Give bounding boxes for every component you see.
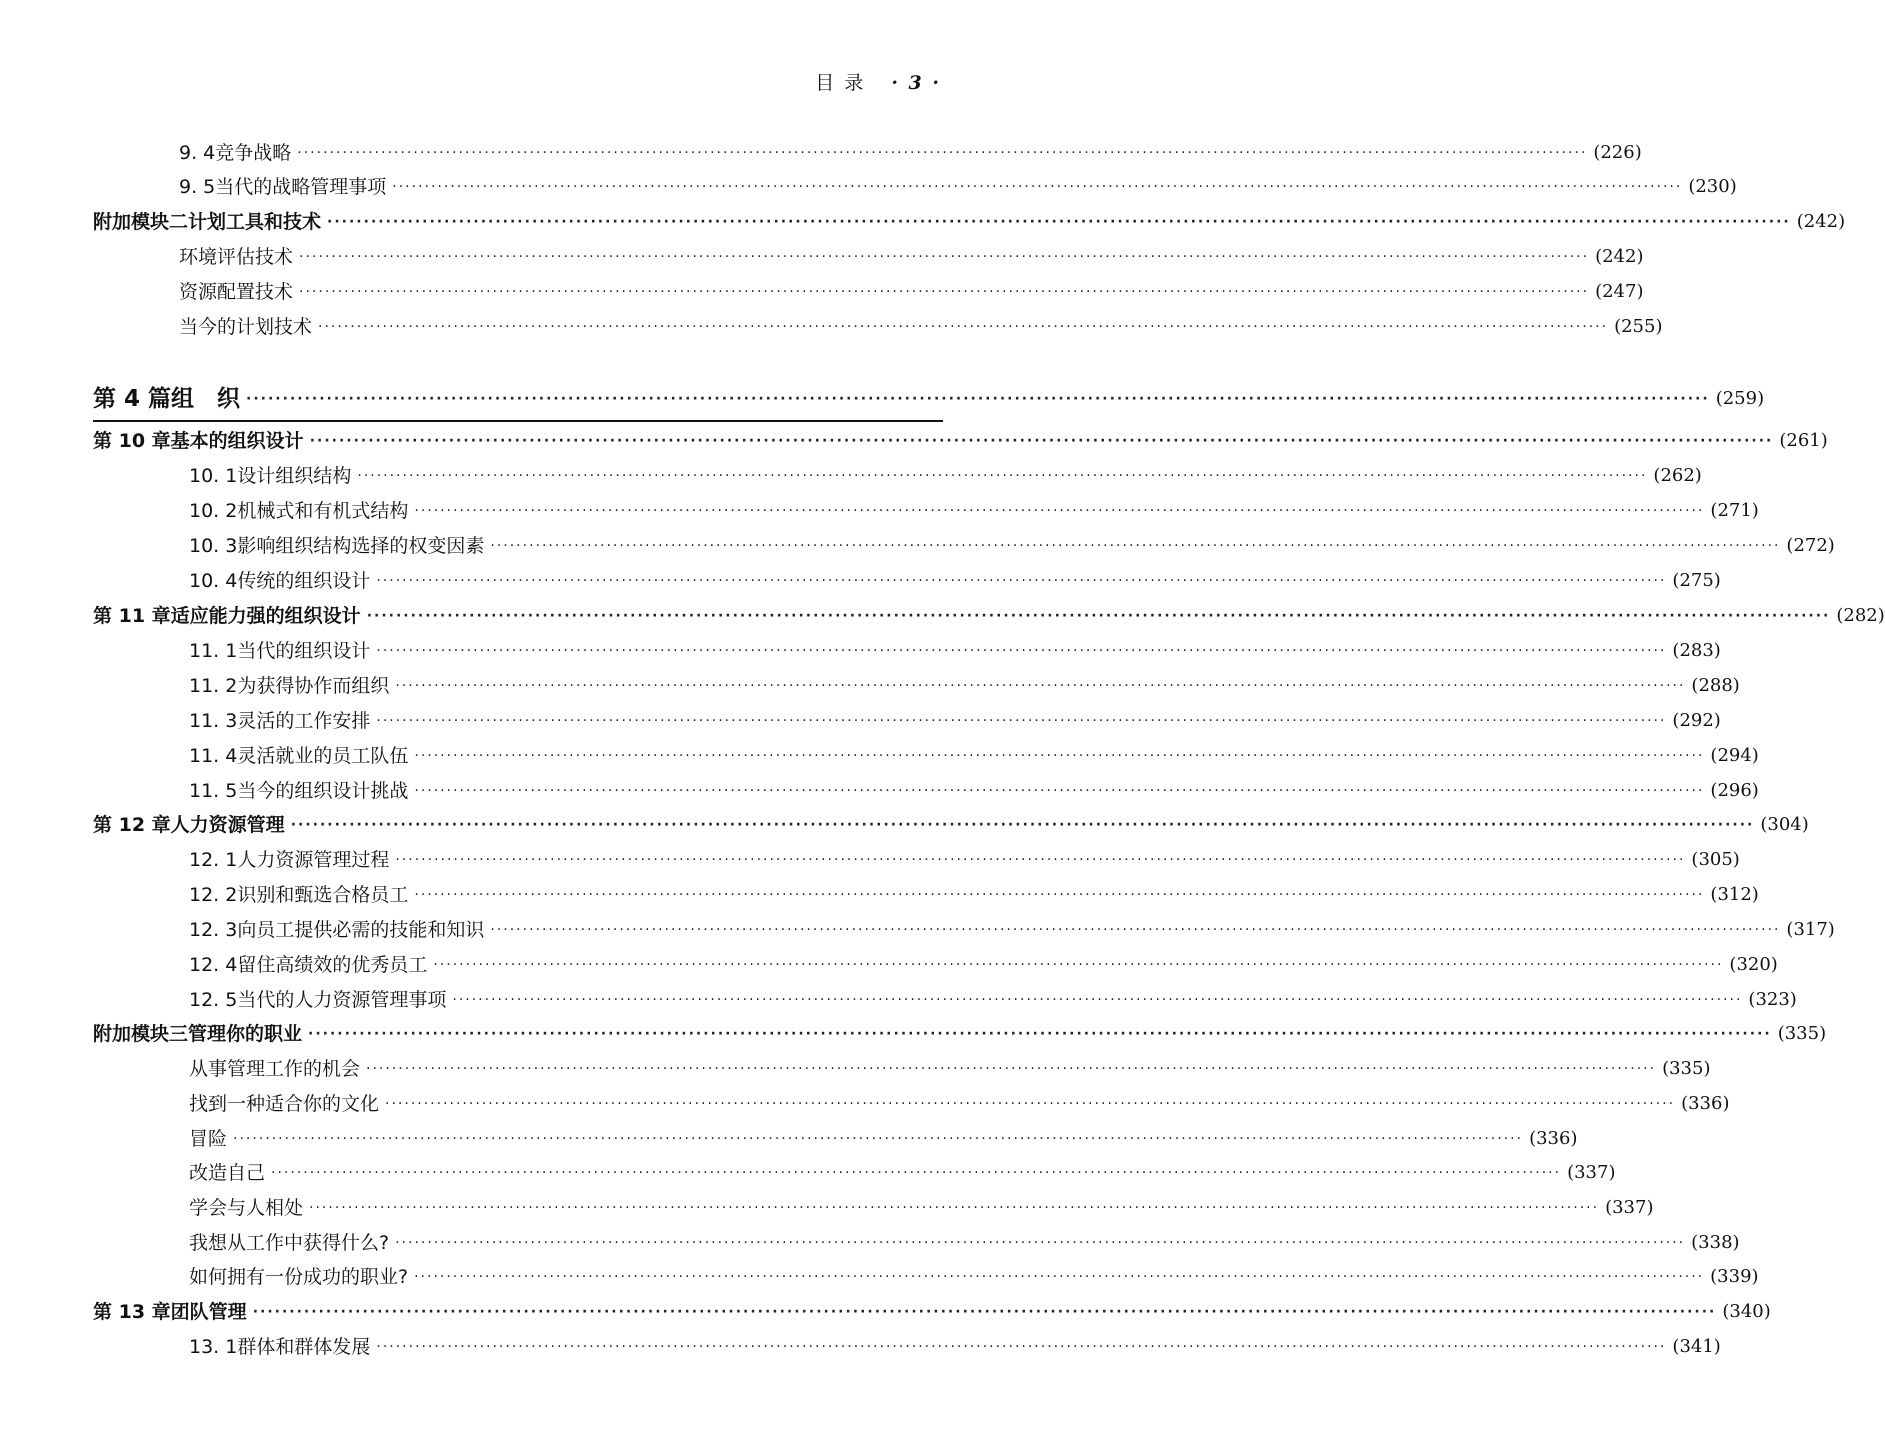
toc-page-number: (320) (1729, 954, 1778, 975)
toc-leader-dots: ········································································································································································································ (414, 1269, 1705, 1285)
toc-entry-row (93, 1262, 1759, 1292)
toc-page-number: (312) (1710, 884, 1759, 905)
toc-page-number: (317) (1786, 919, 1835, 940)
toc-page-number: (336) (1681, 1093, 1730, 1114)
toc-entry-row (93, 1089, 1730, 1119)
toc-entry-number: 10. 3 (189, 535, 238, 557)
toc-page-number: (242) (1595, 246, 1644, 267)
toc-leader-dots: ········································································································································································································ (376, 1339, 1667, 1355)
toc-entry-title: 基本的组织设计 (170, 430, 304, 452)
toc-leader-dots: ········································································································································································································ (385, 1096, 1676, 1112)
toc-page-number: (294) (1710, 745, 1759, 766)
toc-page-number: (336) (1529, 1128, 1578, 1149)
toc-entry-number: 12. 1 (189, 849, 238, 871)
toc-part-row (93, 384, 1765, 414)
toc-entry-row (93, 671, 1740, 701)
toc-entry-number: 11. 1 (189, 640, 238, 662)
toc-page-number: (271) (1710, 500, 1759, 521)
toc-entry-title: 灵活就业的员工队伍 (237, 745, 409, 767)
toc-entry-row (93, 915, 1835, 945)
toc-entry-title: 找到一种适合你的文化 (189, 1093, 380, 1115)
toc-page-number: (323) (1748, 989, 1797, 1010)
toc-entry-number: 12. 5 (189, 989, 238, 1011)
toc-entry-title: 留住高绩效的优秀员工 (237, 954, 428, 976)
toc-chapter-row (93, 601, 1885, 631)
toc-page-number: (335) (1662, 1058, 1711, 1079)
header-page-number: · 3 · (891, 72, 941, 94)
toc-entry-title: 当代的人力资源管理事项 (237, 989, 447, 1011)
part-divider-rule (93, 420, 943, 422)
toc-entry-row (93, 1054, 1711, 1084)
toc-entry-number: 第 11 章 (93, 605, 171, 627)
toc-entry-title: 向员工提供必需的技能和知识 (237, 919, 485, 941)
toc-entry-number: 11. 5 (189, 780, 238, 802)
toc-leader-dots: ········································································································································································································ (490, 922, 1781, 938)
page-header (815, 68, 941, 95)
toc-entry-title: 资源配置技术 (179, 281, 294, 303)
toc-entry-row (93, 138, 1642, 168)
toc-entry-row (93, 277, 1644, 307)
toc-entry-title: 我想从工作中获得什么? (189, 1232, 390, 1254)
toc-entry-number: 10. 4 (189, 570, 238, 592)
toc-chapter-row (93, 1297, 1771, 1327)
toc-entry-title: 冒险 (189, 1128, 228, 1150)
toc-entry-title: 学会与人相处 (189, 1197, 304, 1219)
toc-entry-row (93, 312, 1663, 342)
toc-entry-row (93, 1193, 1654, 1223)
toc-entry-number: 第 12 章 (93, 814, 171, 836)
toc-page-number: (283) (1672, 640, 1721, 661)
toc-leader-dots: ········································································································································································································ (376, 713, 1667, 729)
toc-leader-dots: ········································································································································································································ (452, 992, 1743, 1008)
toc-entry-title: 计划工具和技术 (188, 211, 322, 233)
toc-entry-row (93, 950, 1778, 980)
toc-entry-title: 群体和群体发展 (237, 1336, 371, 1358)
toc-entry-row (93, 496, 1759, 526)
toc-entry-row (93, 566, 1721, 596)
toc-page-number: (305) (1691, 849, 1740, 870)
toc-entry-number: 附加模块三 (93, 1023, 189, 1045)
toc-page-number: (337) (1605, 1197, 1654, 1218)
toc-entry-row (93, 1332, 1721, 1362)
toc-page-number: (341) (1672, 1336, 1721, 1357)
toc-entry-title: 为获得协作而组织 (237, 675, 390, 697)
toc-leader-dots: ········································································································································································································ (433, 957, 1724, 973)
toc-page-number: (339) (1710, 1266, 1759, 1287)
toc-page-number: (282) (1836, 605, 1885, 626)
toc-entry-title: 机械式和有机式结构 (237, 500, 409, 522)
toc-page-number: (288) (1691, 675, 1740, 696)
toc-page-number: (242) (1796, 211, 1846, 232)
toc-leader-dots: ········································································································································································································ (297, 145, 1588, 161)
toc-entry-row (93, 172, 1737, 202)
toc-entry-title: 改造自己 (189, 1162, 266, 1184)
toc-entry-title: 团队管理 (170, 1301, 247, 1323)
toc-leader-dots: ········································································································································································································ (414, 503, 1705, 519)
toc-page-number: (259) (1715, 388, 1765, 409)
toc-entry-number: 10. 2 (189, 500, 238, 522)
toc-entry-row (93, 1228, 1740, 1258)
toc-leader-dots: ········································································································································································································ (309, 1200, 1600, 1216)
toc-page-number: (275) (1672, 570, 1721, 591)
toc-entry-title: 人力资源管理过程 (237, 849, 390, 871)
toc-leader-dots: ········································································································································································································ (395, 1235, 1686, 1251)
toc-entry-number: 12. 4 (189, 954, 238, 976)
toc-leader-dots: ········································································································································································································ (366, 608, 1831, 624)
toc-leader-dots: ········································································································································································································ (376, 643, 1667, 659)
toc-module-row (93, 207, 1846, 237)
toc-entry-title: 传统的组织设计 (237, 570, 371, 592)
toc-entry-number: 11. 3 (189, 710, 238, 732)
toc-page-number: (337) (1567, 1162, 1616, 1183)
toc-entry-title: 如何拥有一份成功的职业? (189, 1266, 409, 1288)
toc-leader-dots: ········································································································································································································ (327, 214, 1791, 230)
toc-entry-row (93, 636, 1721, 666)
toc-entry-row (93, 706, 1721, 736)
toc-leader-dots: ········································································································································································································ (376, 573, 1667, 589)
toc-leader-dots: ········································································································································································································ (290, 817, 1755, 833)
toc-entry-row (93, 1124, 1578, 1154)
toc-entry-number: 12. 2 (189, 884, 238, 906)
toc-module-row (93, 1019, 1827, 1049)
toc-entry-row (93, 1158, 1616, 1188)
toc-entry-number: 9. 4 (179, 142, 216, 164)
toc-leader-dots: ········································································································································································································ (392, 179, 1683, 195)
toc-leader-dots: ········································································································································································································ (395, 678, 1686, 694)
header-label: 目 录 (815, 72, 866, 94)
toc-page-number: (230) (1688, 176, 1737, 197)
toc-entry-title: 当代的组织设计 (237, 640, 371, 662)
toc-entry-title: 影响组织结构选择的权变因素 (237, 535, 485, 557)
toc-leader-dots: ········································································································································································································ (308, 1026, 1772, 1042)
toc-leader-dots: ········································································································································································································ (271, 1165, 1562, 1181)
toc-page-number: (262) (1653, 465, 1702, 486)
toc-leader-dots: ········································································································································································································ (299, 284, 1590, 300)
toc-entry-title: 当今的计划技术 (179, 316, 313, 338)
toc-entry-title: 当代的战略管理事项 (215, 176, 387, 198)
toc-entry-title: 从事管理工作的机会 (189, 1058, 361, 1080)
toc-page-number: (247) (1595, 281, 1644, 302)
toc-page-number: (335) (1777, 1023, 1827, 1044)
toc-page-number: (261) (1779, 430, 1828, 451)
toc-entry-title: 组 织 (171, 386, 241, 412)
toc-chapter-row (93, 426, 1828, 456)
toc-entry-title: 识别和甄选合格员工 (237, 884, 409, 906)
toc-page-number: (292) (1672, 710, 1721, 731)
toc-leader-dots: ········································································································································································································ (252, 1304, 1717, 1320)
toc-leader-dots: ········································································································································································································ (357, 468, 1648, 484)
toc-entry-row (93, 461, 1702, 491)
toc-entry-title: 环境评估技术 (179, 246, 294, 268)
toc-entry-row (93, 776, 1759, 806)
toc-entry-number: 10. 1 (189, 465, 238, 487)
toc-page-number: (255) (1614, 316, 1663, 337)
toc-page-number: (296) (1710, 780, 1759, 801)
toc-entry-number: 11. 4 (189, 745, 238, 767)
toc-entry-title: 管理你的职业 (188, 1023, 303, 1045)
toc-page-number: (340) (1722, 1301, 1771, 1322)
toc-entry-number: 11. 2 (189, 675, 238, 697)
toc-leader-dots: ········································································································································································································ (395, 852, 1686, 868)
toc-leader-dots: ········································································································································································································ (246, 391, 1710, 407)
toc-entry-number: 第 13 章 (93, 1301, 171, 1323)
toc-entry-number: 第 4 篇 (93, 386, 172, 412)
toc-entry-row (93, 242, 1644, 272)
toc-entry-number: 13. 1 (189, 1336, 238, 1358)
toc-page-number: (338) (1691, 1232, 1740, 1253)
toc-entry-title: 人力资源管理 (170, 814, 285, 836)
toc-entry-number: 第 10 章 (93, 430, 171, 452)
toc-page-number: (272) (1786, 535, 1835, 556)
toc-entry-row (93, 741, 1759, 771)
toc-leader-dots: ········································································································································································································ (309, 433, 1774, 449)
toc-leader-dots: ········································································································································································································ (318, 319, 1609, 335)
toc-leader-dots: ········································································································································································································ (414, 748, 1705, 764)
toc-chapter-row (93, 810, 1809, 840)
toc-entry-title: 灵活的工作安排 (237, 710, 371, 732)
toc-entry-row (93, 531, 1835, 561)
toc-entry-number: 12. 3 (189, 919, 238, 941)
toc-leader-dots: ········································································································································································································ (366, 1061, 1657, 1077)
toc-page-number: (226) (1593, 142, 1642, 163)
toc-leader-dots: ········································································································································································································ (414, 887, 1705, 903)
toc-entry-title: 当今的组织设计挑战 (237, 780, 409, 802)
toc-leader-dots: ········································································································································································································ (490, 538, 1781, 554)
toc-entry-title: 适应能力强的组织设计 (170, 605, 361, 627)
toc-entry-row (93, 845, 1740, 875)
toc-entry-row (93, 880, 1759, 910)
toc-page-number: (304) (1760, 814, 1809, 835)
toc-entry-title: 竞争战略 (215, 142, 292, 164)
toc-entry-number: 附加模块二 (93, 211, 189, 233)
toc-leader-dots: ········································································································································································································ (233, 1131, 1524, 1147)
toc-entry-number: 9. 5 (179, 176, 216, 198)
toc-leader-dots: ········································································································································································································ (299, 249, 1590, 265)
toc-entry-row (93, 985, 1797, 1015)
toc-leader-dots: ········································································································································································································ (414, 783, 1705, 799)
toc-entry-title: 设计组织结构 (237, 465, 352, 487)
